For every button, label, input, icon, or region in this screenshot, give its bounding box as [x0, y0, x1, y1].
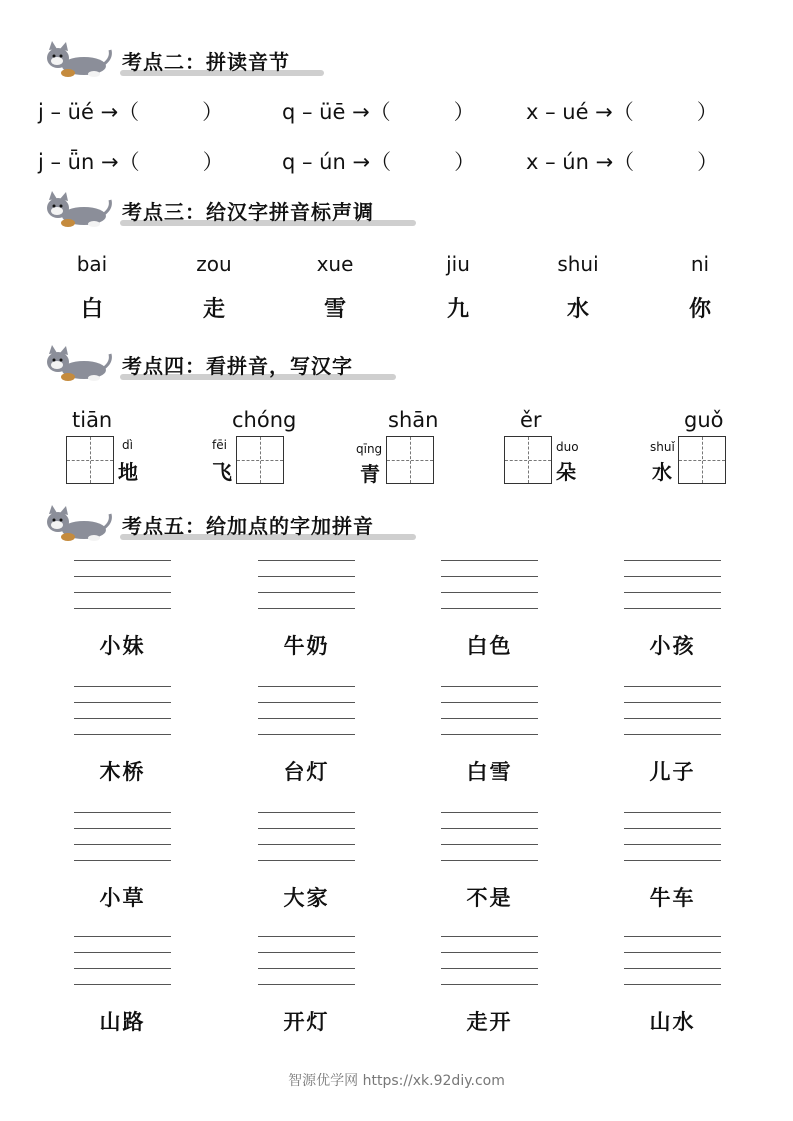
tone-pinyin: ni [690, 252, 710, 276]
word-item: 走开 [466, 1009, 513, 1034]
spelling-item: q – üē →（ ） [282, 100, 475, 124]
writing-box[interactable] [66, 436, 114, 484]
given-hanzi: 朵 [556, 460, 576, 484]
given-hanzi: 水 [652, 460, 672, 484]
word-item: 大家 [283, 885, 330, 910]
given-pinyin: dì [122, 438, 133, 452]
tone-hanzi: 白 [80, 296, 103, 322]
pinyin-writing-lines[interactable] [441, 560, 538, 616]
tone-item [164, 252, 264, 323]
writing-box[interactable] [236, 436, 284, 484]
word-item: 木桥 [99, 759, 146, 784]
section-title: 考点五：给加点的字加拼音 [122, 514, 374, 538]
pinyin-writing-lines[interactable] [624, 936, 721, 992]
word-item: 儿子 [649, 759, 696, 784]
pinyin-writing-lines[interactable] [74, 812, 171, 868]
spelling-row [38, 146, 758, 176]
word-item: 牛奶 [283, 633, 330, 658]
spelling-item: x – ún →（ ） [526, 150, 719, 174]
word-item: 牛车 [649, 885, 696, 910]
pinyin-writing-lines[interactable] [624, 686, 721, 742]
write-pinyin: ěr [520, 408, 542, 432]
pinyin-writing-lines[interactable] [74, 560, 171, 616]
tone-item [42, 252, 142, 323]
pinyin-writing-lines[interactable] [441, 936, 538, 992]
pinyin-writing-lines[interactable] [74, 936, 171, 992]
pinyin-writing-lines[interactable] [258, 812, 355, 868]
tone-hanzi: 走 [202, 296, 225, 322]
pinyin-writing-lines[interactable] [258, 560, 355, 616]
tone-hanzi: 雪 [323, 296, 346, 322]
given-pinyin: shuǐ [650, 440, 675, 454]
tone-hanzi: 水 [566, 296, 589, 322]
section-title: 考点三：给汉字拼音标声调 [122, 200, 374, 224]
given-hanzi: 地 [118, 460, 138, 484]
spelling-item: q – ún →（ ） [282, 150, 476, 174]
tone-hanzi: 你 [688, 296, 711, 322]
tone-pinyin: shui [557, 252, 599, 276]
given-pinyin: fēi [212, 438, 227, 452]
tone-item [408, 252, 508, 323]
spelling-item: j – üé →（ ） [38, 100, 224, 124]
word-item: 白色 [466, 633, 513, 658]
write-pinyin: chóng [232, 408, 297, 432]
tone-hanzi: 九 [446, 296, 469, 322]
tone-pinyin: jiu [446, 252, 470, 276]
tone-item [528, 252, 628, 323]
writing-box[interactable] [504, 436, 552, 484]
given-hanzi: 飞 [212, 460, 232, 484]
word-item: 山水 [649, 1009, 696, 1034]
footer-watermark: 智源优学网 https://xk.92diy.com [288, 1073, 505, 1089]
tone-pinyin: bai [76, 252, 108, 276]
pinyin-writing-lines[interactable] [441, 812, 538, 868]
given-hanzi: 青 [360, 462, 380, 486]
tom-cat-icon [44, 504, 114, 544]
section-title: 考点二：拼读音节 [122, 50, 290, 74]
word-item: 小草 [99, 885, 146, 910]
word-item: 小孩 [649, 633, 696, 658]
tone-item [285, 252, 385, 323]
tone-item [650, 252, 750, 323]
tone-pinyin: xue [316, 252, 354, 276]
spelling-row [38, 96, 758, 126]
pinyin-writing-lines[interactable] [258, 936, 355, 992]
spelling-item: j – ǖn →（ ） [38, 150, 224, 174]
pinyin-writing-lines[interactable] [74, 686, 171, 742]
tom-cat-icon [44, 40, 114, 80]
tone-pinyin: zou [196, 252, 232, 276]
spelling-item: x – ué →（ ） [526, 100, 718, 124]
tom-cat-icon [44, 344, 114, 384]
word-item: 台灯 [283, 759, 330, 784]
word-item: 山路 [99, 1009, 146, 1034]
write-pinyin: tiān [72, 408, 113, 432]
pinyin-writing-lines[interactable] [258, 686, 355, 742]
pinyin-writing-lines[interactable] [624, 812, 721, 868]
pinyin-writing-lines[interactable] [624, 560, 721, 616]
word-item: 小妹 [99, 633, 146, 658]
word-item: 不是 [466, 885, 513, 910]
given-pinyin: qīng [356, 442, 383, 456]
section-title: 考点四：看拼音，写汉字 [122, 354, 353, 378]
write-pinyin: shān [388, 408, 439, 432]
given-pinyin: duo [556, 440, 579, 454]
word-item: 开灯 [283, 1009, 330, 1034]
tom-cat-icon [44, 190, 114, 230]
writing-box[interactable] [386, 436, 434, 484]
word-item: 白雪 [466, 759, 513, 784]
writing-box[interactable] [678, 436, 726, 484]
write-pinyin: guǒ [684, 408, 724, 432]
pinyin-writing-lines[interactable] [441, 686, 538, 742]
